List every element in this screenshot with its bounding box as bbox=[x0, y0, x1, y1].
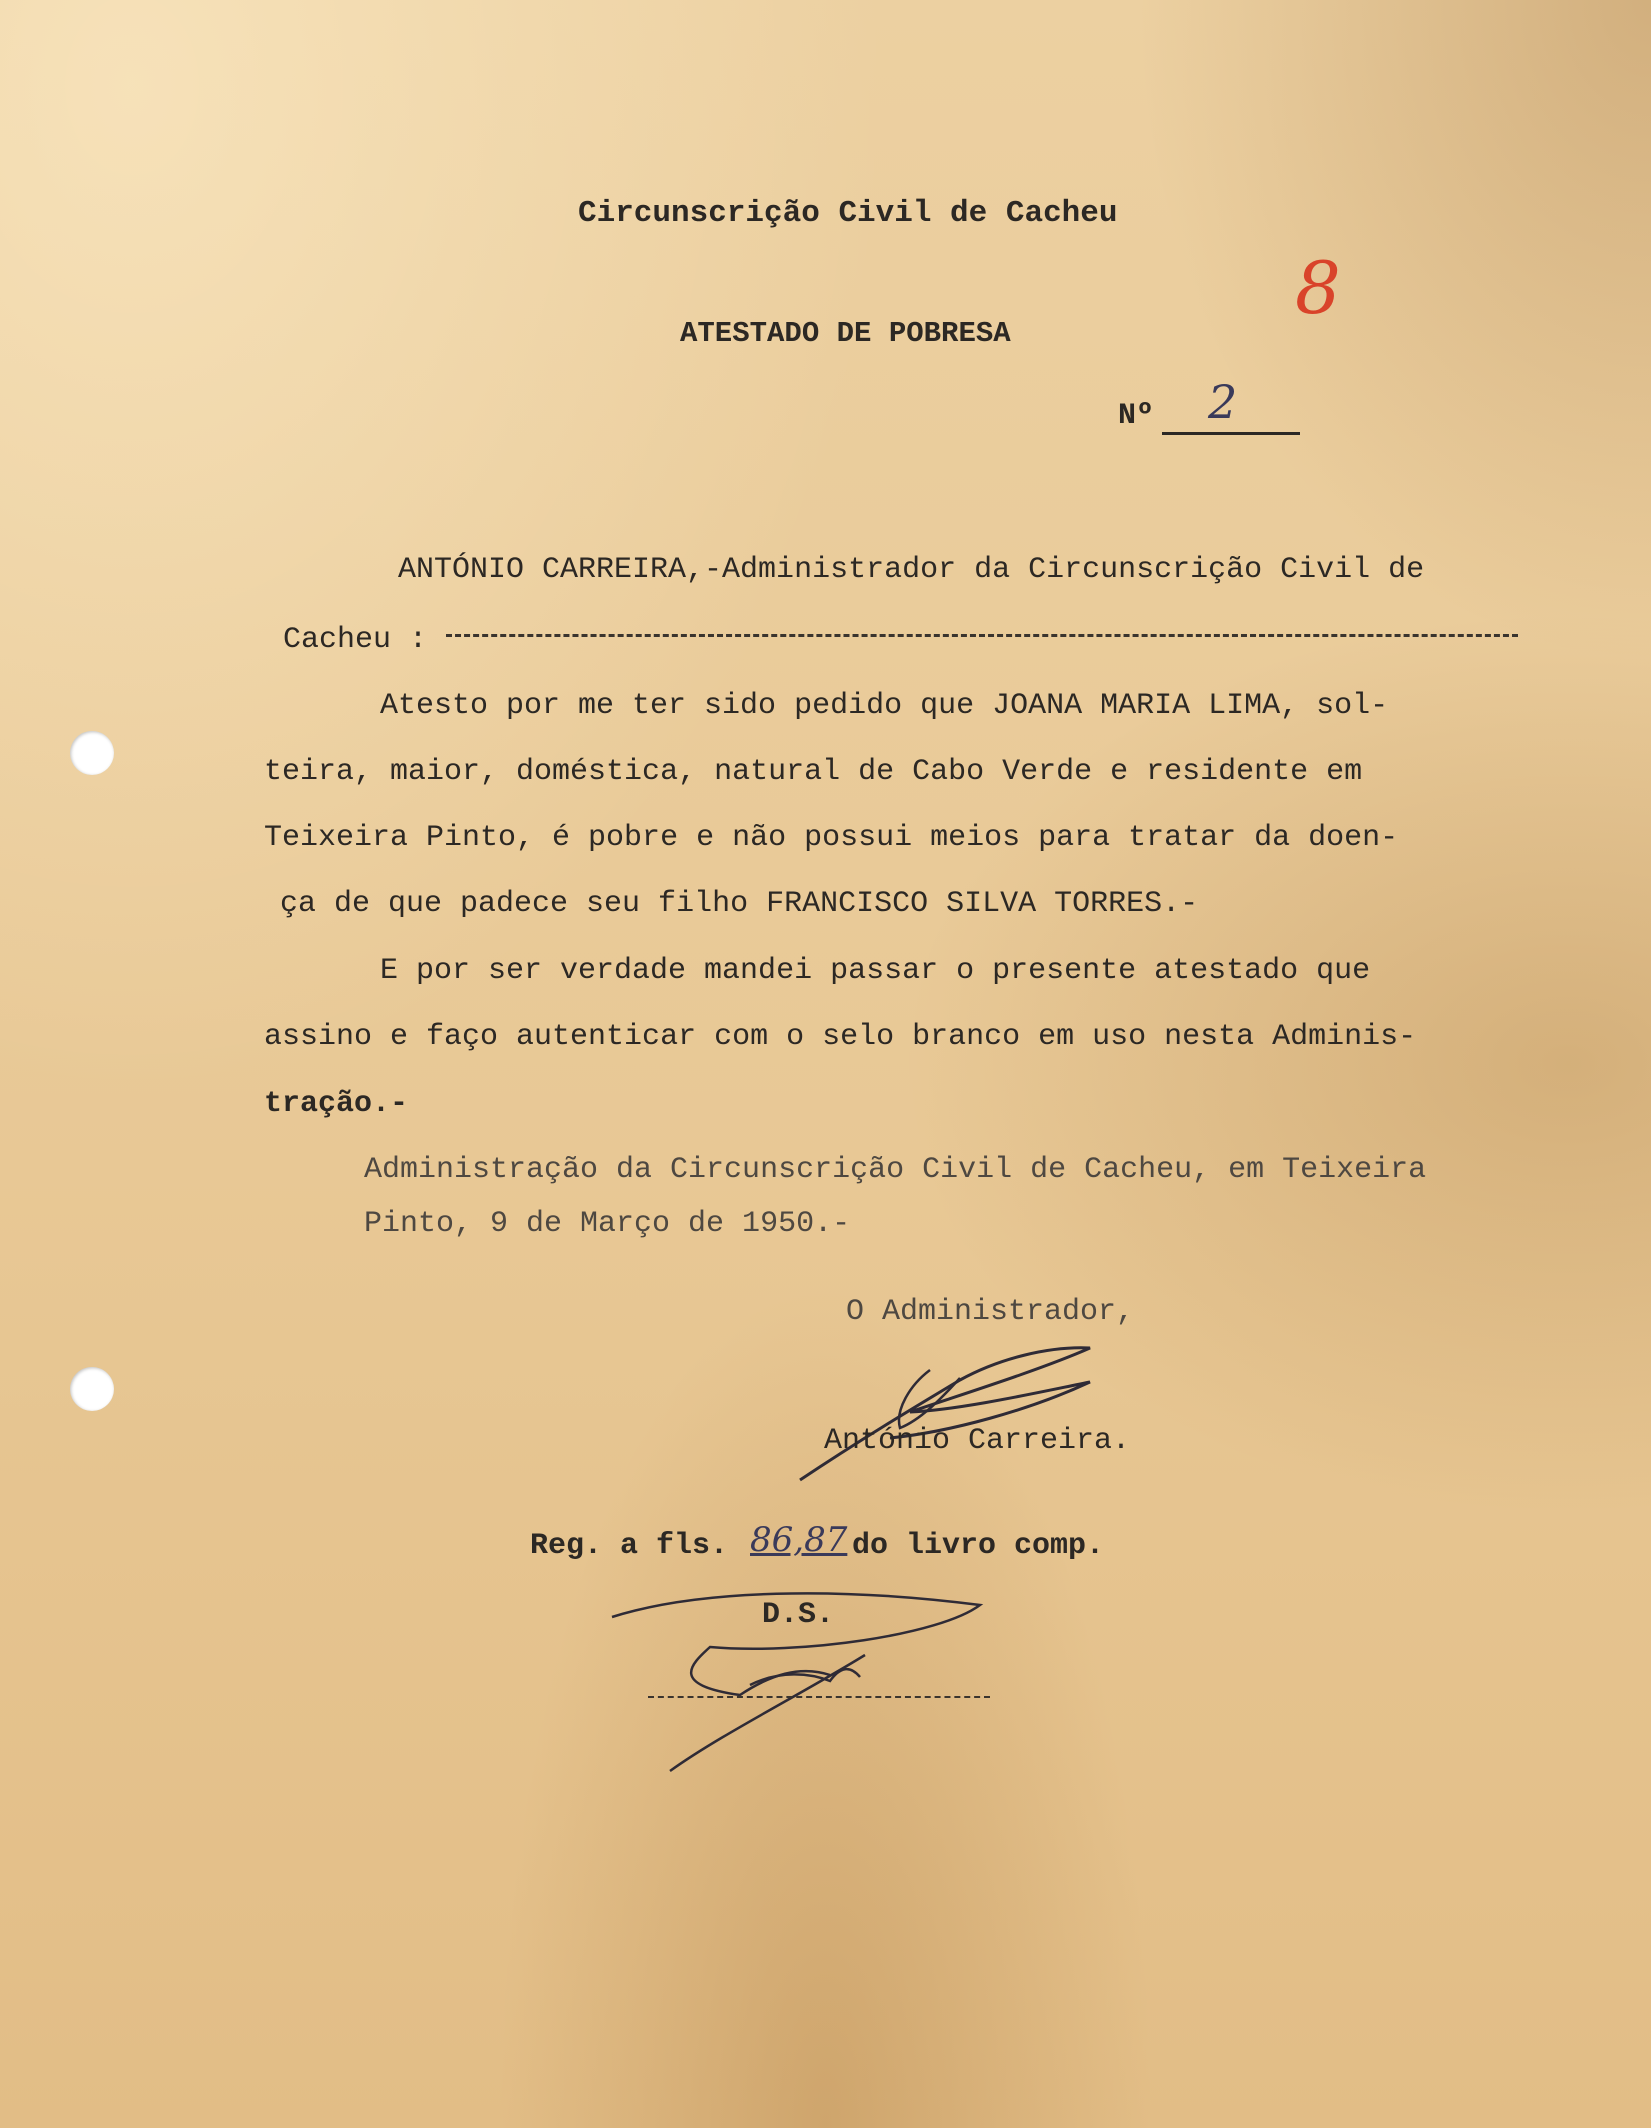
paragraph2-line2: assino e faço autenticar com o selo branco em uso nesta Adminis- bbox=[264, 1020, 1417, 1054]
paragraph1-line2: teira, maior, doméstica, natural de Cabo Verde e residente em bbox=[264, 755, 1363, 789]
registry-prefix: Reg. a fls. bbox=[530, 1529, 729, 1563]
office-heading: Circunscrição Civil de Cacheu bbox=[578, 196, 1118, 231]
paragraph1-line4: ça de que padece seu filho FRANCISCO SILVA TORRES.- bbox=[280, 887, 1199, 921]
document-title: ATESTADO DE POBRESA bbox=[680, 317, 1011, 350]
number-underline bbox=[1162, 432, 1300, 435]
paragraph2-line3: tração.- bbox=[264, 1087, 409, 1121]
registry-initials: D.S. bbox=[762, 1598, 835, 1632]
cacheu-line: Cacheu : bbox=[283, 623, 428, 657]
punch-hole-bottom bbox=[70, 1367, 114, 1411]
page-mark-handwritten: 8 bbox=[1295, 246, 1341, 330]
number-label: Nº bbox=[1118, 399, 1155, 433]
place-date-line2: Pinto, 9 de Março de 1950.- bbox=[364, 1207, 851, 1241]
paragraph2-line1: E por ser verdade mandei passar o presente atestado que bbox=[380, 954, 1371, 988]
registry-pages-handwritten: 86,87 bbox=[750, 1520, 848, 1560]
administrator-signature bbox=[790, 1340, 1110, 1490]
number-value-handwritten: 2 bbox=[1208, 375, 1238, 429]
place-date-line1: Administração da Circunscrição Civil de Cacheu, em Teixeira bbox=[364, 1153, 1427, 1187]
registry-suffix: do livro comp. bbox=[852, 1529, 1105, 1563]
fill-dash-line bbox=[446, 634, 1518, 637]
signatory-name: António Carreira. bbox=[824, 1424, 1131, 1458]
admin-line: ANTÓNIO CARREIRA,-Administrador da Circunscrição Civil de bbox=[398, 553, 1425, 587]
paragraph1-line1: Atesto por me ter sido pedido que JOANA MARIA LIMA, sol- bbox=[380, 689, 1389, 723]
paragraph1-line3: Teixeira Pinto, é pobre e não possui meios para tratar da doen- bbox=[264, 821, 1399, 855]
registry-signature bbox=[600, 1585, 1020, 1775]
punch-hole-top bbox=[70, 731, 114, 775]
registry-dash-line bbox=[648, 1696, 990, 1698]
signatory-title: O Administrador, bbox=[846, 1295, 1135, 1329]
